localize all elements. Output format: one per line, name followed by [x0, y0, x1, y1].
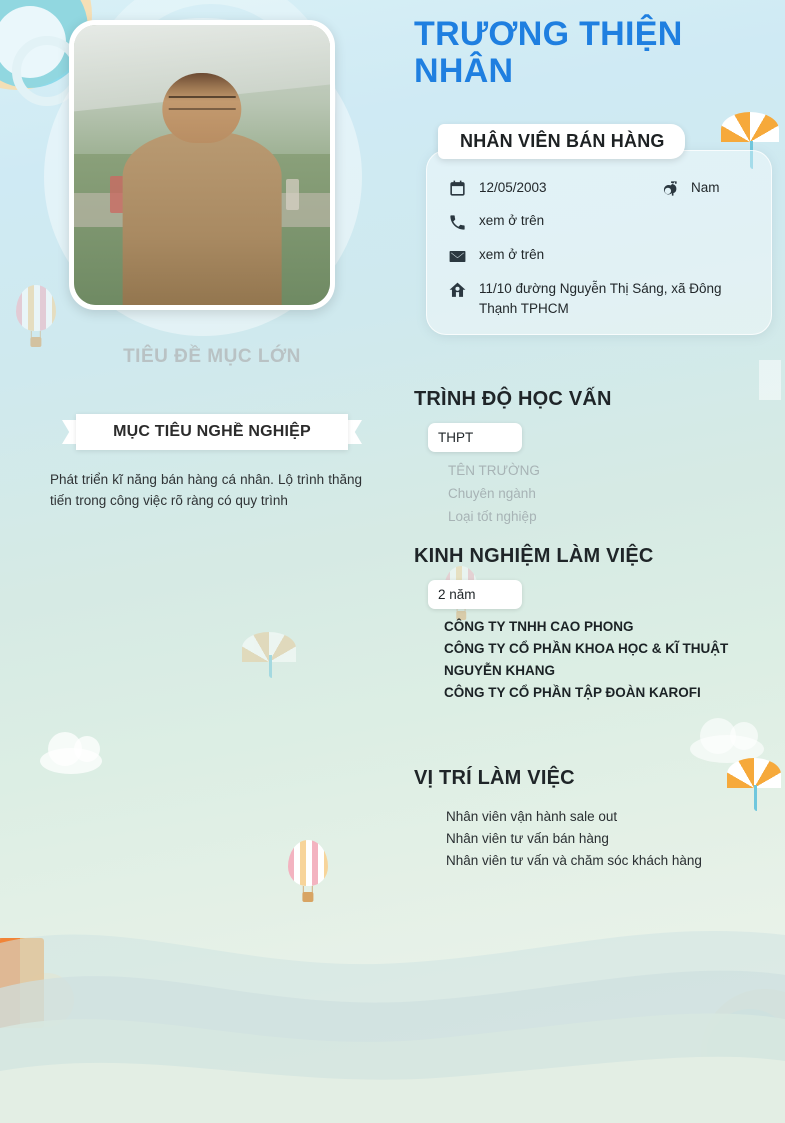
- info-row: [445, 211, 753, 233]
- email-value: xem ở trên: [479, 247, 545, 262]
- page-title: TRƯƠNG THIỆN NHÂN: [414, 15, 683, 90]
- list-item: Nhân viên tư vấn và chăm sóc khách hàng: [446, 853, 702, 868]
- job-title-badge: NHÂN VIÊN BÁN HÀNG: [438, 124, 685, 159]
- phone-icon: [445, 211, 469, 233]
- list-item: CÔNG TY CỔ PHẦN TẬP ĐOÀN KAROFI: [444, 684, 701, 700]
- decor-square: [759, 360, 781, 400]
- decor-circle-cream: [20, 973, 74, 1027]
- list-item: Chuyên ngành: [448, 486, 536, 502]
- address-value: 11/10 đường Nguyễn Thị Sáng, xã Đông Thạnh TPHCM: [479, 281, 722, 316]
- section-title-experience: KINH NGHIỆM LÀM VIỆC: [414, 545, 654, 567]
- decor-circle-cyan: [707, 1009, 785, 1095]
- list-item: Nhân viên tư vấn bán hàng: [446, 831, 609, 846]
- objective-title: MỤC TIÊU NGHỀ NGHIỆP: [76, 414, 348, 450]
- list-item: CÔNG TY TNHH CAO PHONG: [444, 619, 634, 634]
- section-title-education: TRÌNH ĐỘ HỌC VẤN: [414, 388, 612, 410]
- decor-circle-sand: [701, 989, 785, 1117]
- experience-company-list: [444, 616, 754, 703]
- decor-orange-bar-dark: [0, 938, 20, 1028]
- gender-icon: [657, 177, 681, 199]
- umbrella-icon: [242, 632, 296, 682]
- education-level-field[interactable]: THPT: [428, 423, 522, 452]
- calendar-icon: [445, 177, 469, 199]
- objective-text: Phát triển kĩ năng bán hàng cá nhân. Lộ trình thăng tiến trong công việc rõ ràng có quy trình: [50, 472, 362, 508]
- info-row: [445, 279, 753, 318]
- education-placeholder-list: [448, 459, 540, 529]
- list-item: Loại tốt nghiệp: [448, 509, 537, 525]
- decor-circle-white: [0, 6, 66, 78]
- info-row: [445, 245, 753, 267]
- contact-info-card: [426, 150, 772, 335]
- list-item: CÔNG TY CỔ PHẦN KHOA HỌC & KĨ THUẬT NGUYỄN KHANG: [444, 640, 729, 678]
- list-item: Nhân viên vận hành sale out: [446, 809, 618, 824]
- info-row: [445, 177, 753, 199]
- objective-ribbon: [62, 414, 362, 450]
- experience-years-field[interactable]: 2 năm: [428, 580, 522, 609]
- profile-photo: [74, 25, 330, 305]
- section-title-position: VỊ TRÍ LÀM VIỆC: [414, 767, 575, 789]
- list-item: TÊN TRƯỜNG: [448, 463, 540, 478]
- email-icon: [445, 245, 469, 267]
- hot-air-balloon-icon: [16, 285, 56, 347]
- decor-orange-bar: [0, 938, 44, 1028]
- hot-air-balloon-icon: [288, 840, 328, 902]
- phone-value: xem ở trên: [479, 213, 545, 228]
- left-big-heading: TIÊU ĐỀ MỤC LỚN: [123, 346, 301, 367]
- cloud-icon: [40, 748, 102, 774]
- birthday-value: 12/05/2003: [479, 180, 547, 196]
- home-icon: [445, 279, 469, 301]
- avatar: [69, 20, 335, 310]
- position-list: [446, 806, 756, 872]
- cloud-icon: [690, 735, 764, 763]
- gender-value: Nam: [691, 180, 720, 196]
